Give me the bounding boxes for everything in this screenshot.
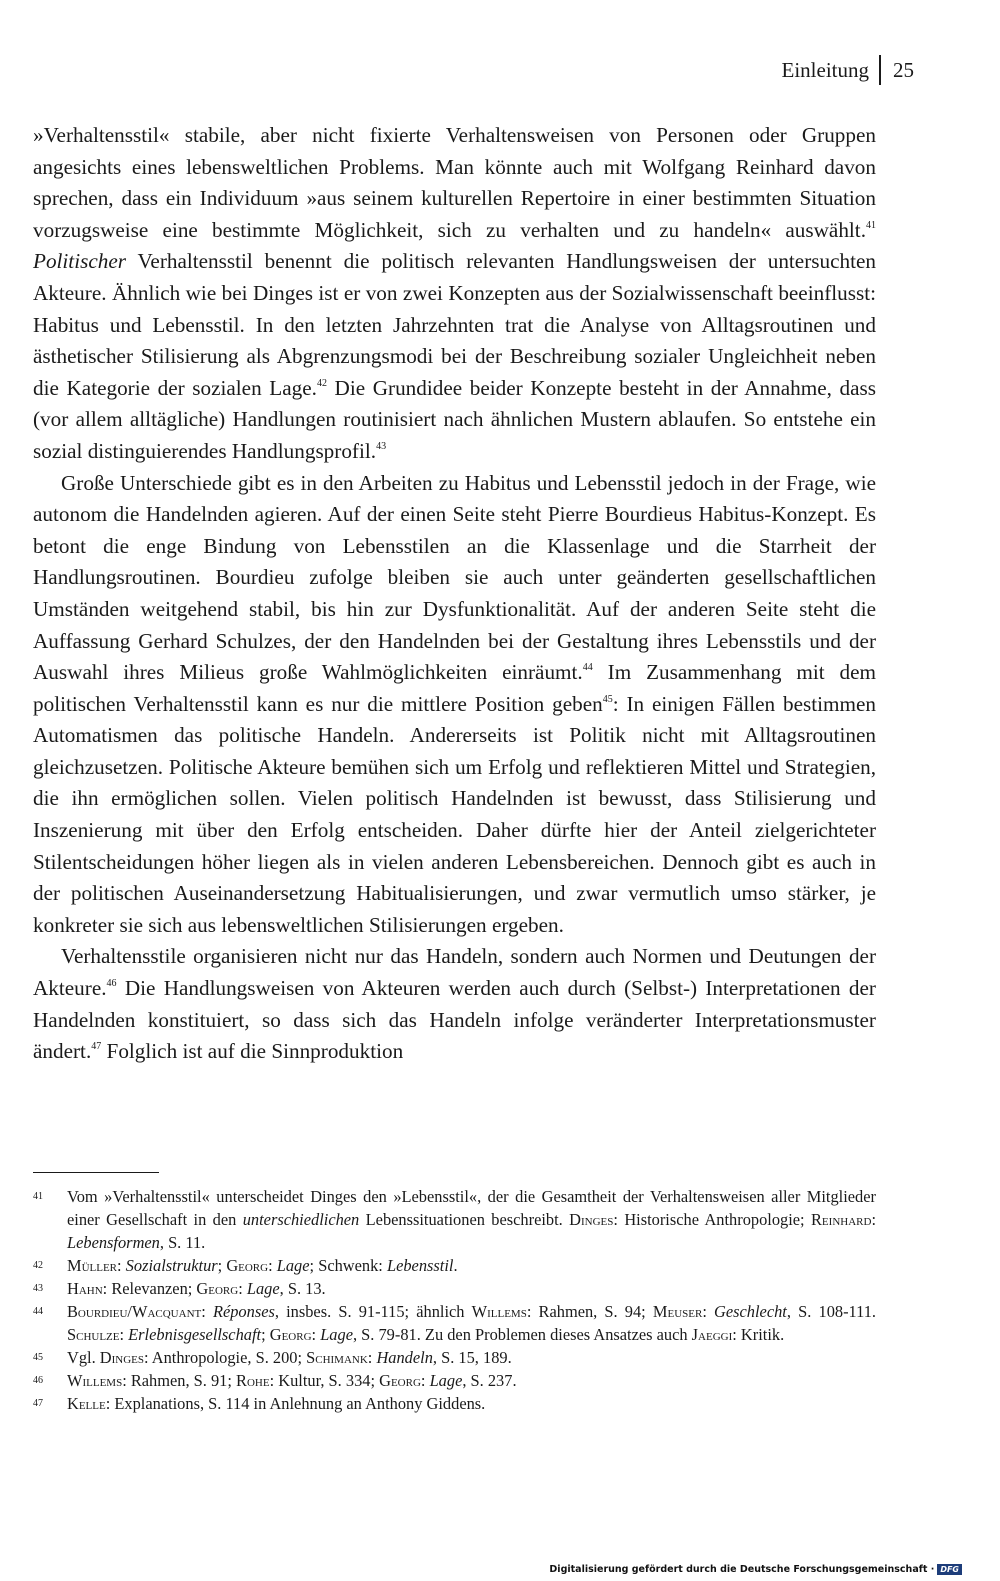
footnote [33,1185,876,1254]
running-header [782,55,915,85]
footnote-number: 43 [33,1283,43,1294]
text-run: Große Unterschiede gibt es in den Arbeiten zu Habitus und Lebensstil jedoch in der Frage, wie autonom die Handelnden agieren. Auf der einen Seite steht Pierre Bourdieus Habitus-Konzept. Es betont die enge Bindung von Lebensstilen an die Klassenlage und die Starrheit der Handlungsroutinen. Bourdieu zufolge bleiben sie auch unter geänderten gesellschaftlichen Umständen weitgehend stabil, bis hin zur Dysfunktionalität. Auf der anderen Seite steht die Auffassung Gerhard Schulzes, der den Handelnden bei der Gestaltung ihres Lebensstils und der Auswahl ihres Milieus große Wahlmöglichkeiten einräumt. [33,470,876,685]
footnote-number: 42 [33,1260,43,1271]
footnote-text: Willems: Rahmen, S. 91; Rohe: Kultur, S. 334; Georg: Lage, S. 237. [67,1371,517,1390]
footnote-text: Kelle: Explanations, S. 114 in Anlehnung an Anthony Giddens. [67,1394,486,1413]
footnote-number: 45 [33,1352,43,1363]
text-run: Verhaltensstile organisieren nicht nur das Handeln, sondern auch Normen und Deutungen der Akteure. [33,944,876,1001]
footnote-ref: 47 [91,1041,102,1053]
text-run: Verhaltensstil benennt die politisch relevanten Handlungsweisen der untersuchten Akteure. Ähnlich wie bei Dinges ist er von zwei Konzepten aus der Sozialwissenschaft beeinflusst: Habitus und Lebensstil. In den letzten Jahrzehnten trat die Analyse von Alltagsroutinen und ästhetischer Stilisierung als Abgrenzungsmodi bei der Beschreibung sozialer Ungleichheit neben die Kategorie der sozialen Lage. [33,249,876,400]
paragraph [33,941,876,1067]
footnote-number: 44 [33,1306,43,1317]
footnote-ref: 45 [602,693,613,705]
footnote-number: 47 [33,1398,43,1409]
paragraph [33,468,876,942]
footnote [33,1346,876,1369]
text-run: »Verhaltensstil« stabile, aber nicht fixierte Verhaltensweisen von Personen oder Gruppen angesichts eines lebensweltlichen Problems. Man könnte auch mit Wolfgang Reinhard davon sprechen, dass ein Individuum »aus seinem kulturellen Repertoire in einer bestimmten Situation vorzugsweise eine bestimmte Möglichkeit, sich zu verhalten und zu handeln« auswählt. [33,123,876,242]
section-title: Einleitung [781,57,869,82]
footnote-number: 46 [33,1375,43,1386]
footnote-number: 41 [33,1191,43,1202]
header-separator [879,55,881,85]
footnote [33,1277,876,1300]
footnote [33,1300,876,1346]
main-text [33,120,876,1068]
footnote-ref: 46 [106,978,117,990]
footnote-text: Vgl. Dinges: Anthropologie, S. 200; Schimank: Handeln, S. 15, 189. [67,1348,512,1367]
credit-text: Digitalisierung gefördert durch die Deutsche Forschungsgemeinschaft · [549,1564,935,1575]
dfg-logo: DFG [937,1564,962,1575]
italic-text: Politischer [33,249,126,274]
footnote-ref: 42 [316,377,327,389]
footnote-ref: 43 [376,440,387,452]
footnote [33,1369,876,1392]
footnote-ref: 44 [582,662,593,674]
footnote-text: Müller: Sozialstruktur; Georg: Lage; Schwenk: Lebensstil. [67,1256,458,1275]
text-run: Im Zusammenhang mit dem politischen Verhaltensstil kann es nur die mittlere Position geben [33,660,876,716]
footnote-text: Bourdieu/Wacquant: Réponses, insbes. S. 91-115; ähnlich Willems: Rahmen, S. 94; Meuser: Geschlecht, S. 108-111. Schulze: Erlebnisgesellschaft; Georg: Lage, S. 79-81. Zu den Problemen dieses Ansatzes auch Jaeggi: Kritik. [67,1302,877,1344]
footnotes [33,1185,876,1415]
footnote-divider [33,1172,159,1173]
text-run: Folglich ist auf die Sinnproduktion [101,1039,404,1064]
text-run: : In einigen Fällen bestimmen Automatismen das politische Handeln. Andererseits ist Politik nicht mit Alltagsroutinen gleichzusetzen. Politische Akteure bemühen sich um Erfolg und reflektieren Mittel und Strategien, die ihn ermöglichen sollen. Vielen politisch Handelnden ist bewusst, dass Stilisierung und Inszenierung mit über den Erfolg entscheiden. Daher dürfte hier der Anteil zielgerichteter Stilentscheidungen höher liegen als in vielen anderen Lebensbereichen. Dennoch gibt es auch in der politischen Auseinandersetzung Habitualisierungen, und zwar vermutlich umso stärker, je konkreter sie sich aus lebensweltlichen Stilisierungen ergeben. [33,691,876,937]
text-run: Die Handlungsweisen von Akteuren werden auch durch (Selbst-) Interpretationen der Handelnden konstituiert, so dass sich das Handeln infolge veränderter Interpretationsmuster ändert. [33,976,876,1064]
paragraph [33,120,876,468]
digitization-credit [549,1564,962,1575]
text-run: Die Grundidee beider Konzepte besteht in der Annahme, dass (vor allem alltägliche) Handlungen routinisiert nach ähnlichen Mustern ablaufen. So entstehe ein sozial distinguierendes Handlungsprofil. [33,375,877,463]
footnote-text: Vom »Verhaltensstil« unterscheidet Dinges den »Lebensstil«, der die Gesamtheit der Verhaltensweisen aller Mitglieder einer Gesellschaft in den unterschiedlichen Lebenssituationen beschreibt. Dinges: Historische Anthropologie; Reinhard: Lebensformen, S. 11. [67,1187,876,1252]
page-number: 25 [893,57,914,82]
footnote [33,1254,876,1277]
footnote-ref: 41 [866,219,876,231]
footnote-text: Hahn: Relevanzen; Georg: Lage, S. 13. [67,1279,326,1298]
footnote [33,1392,876,1415]
